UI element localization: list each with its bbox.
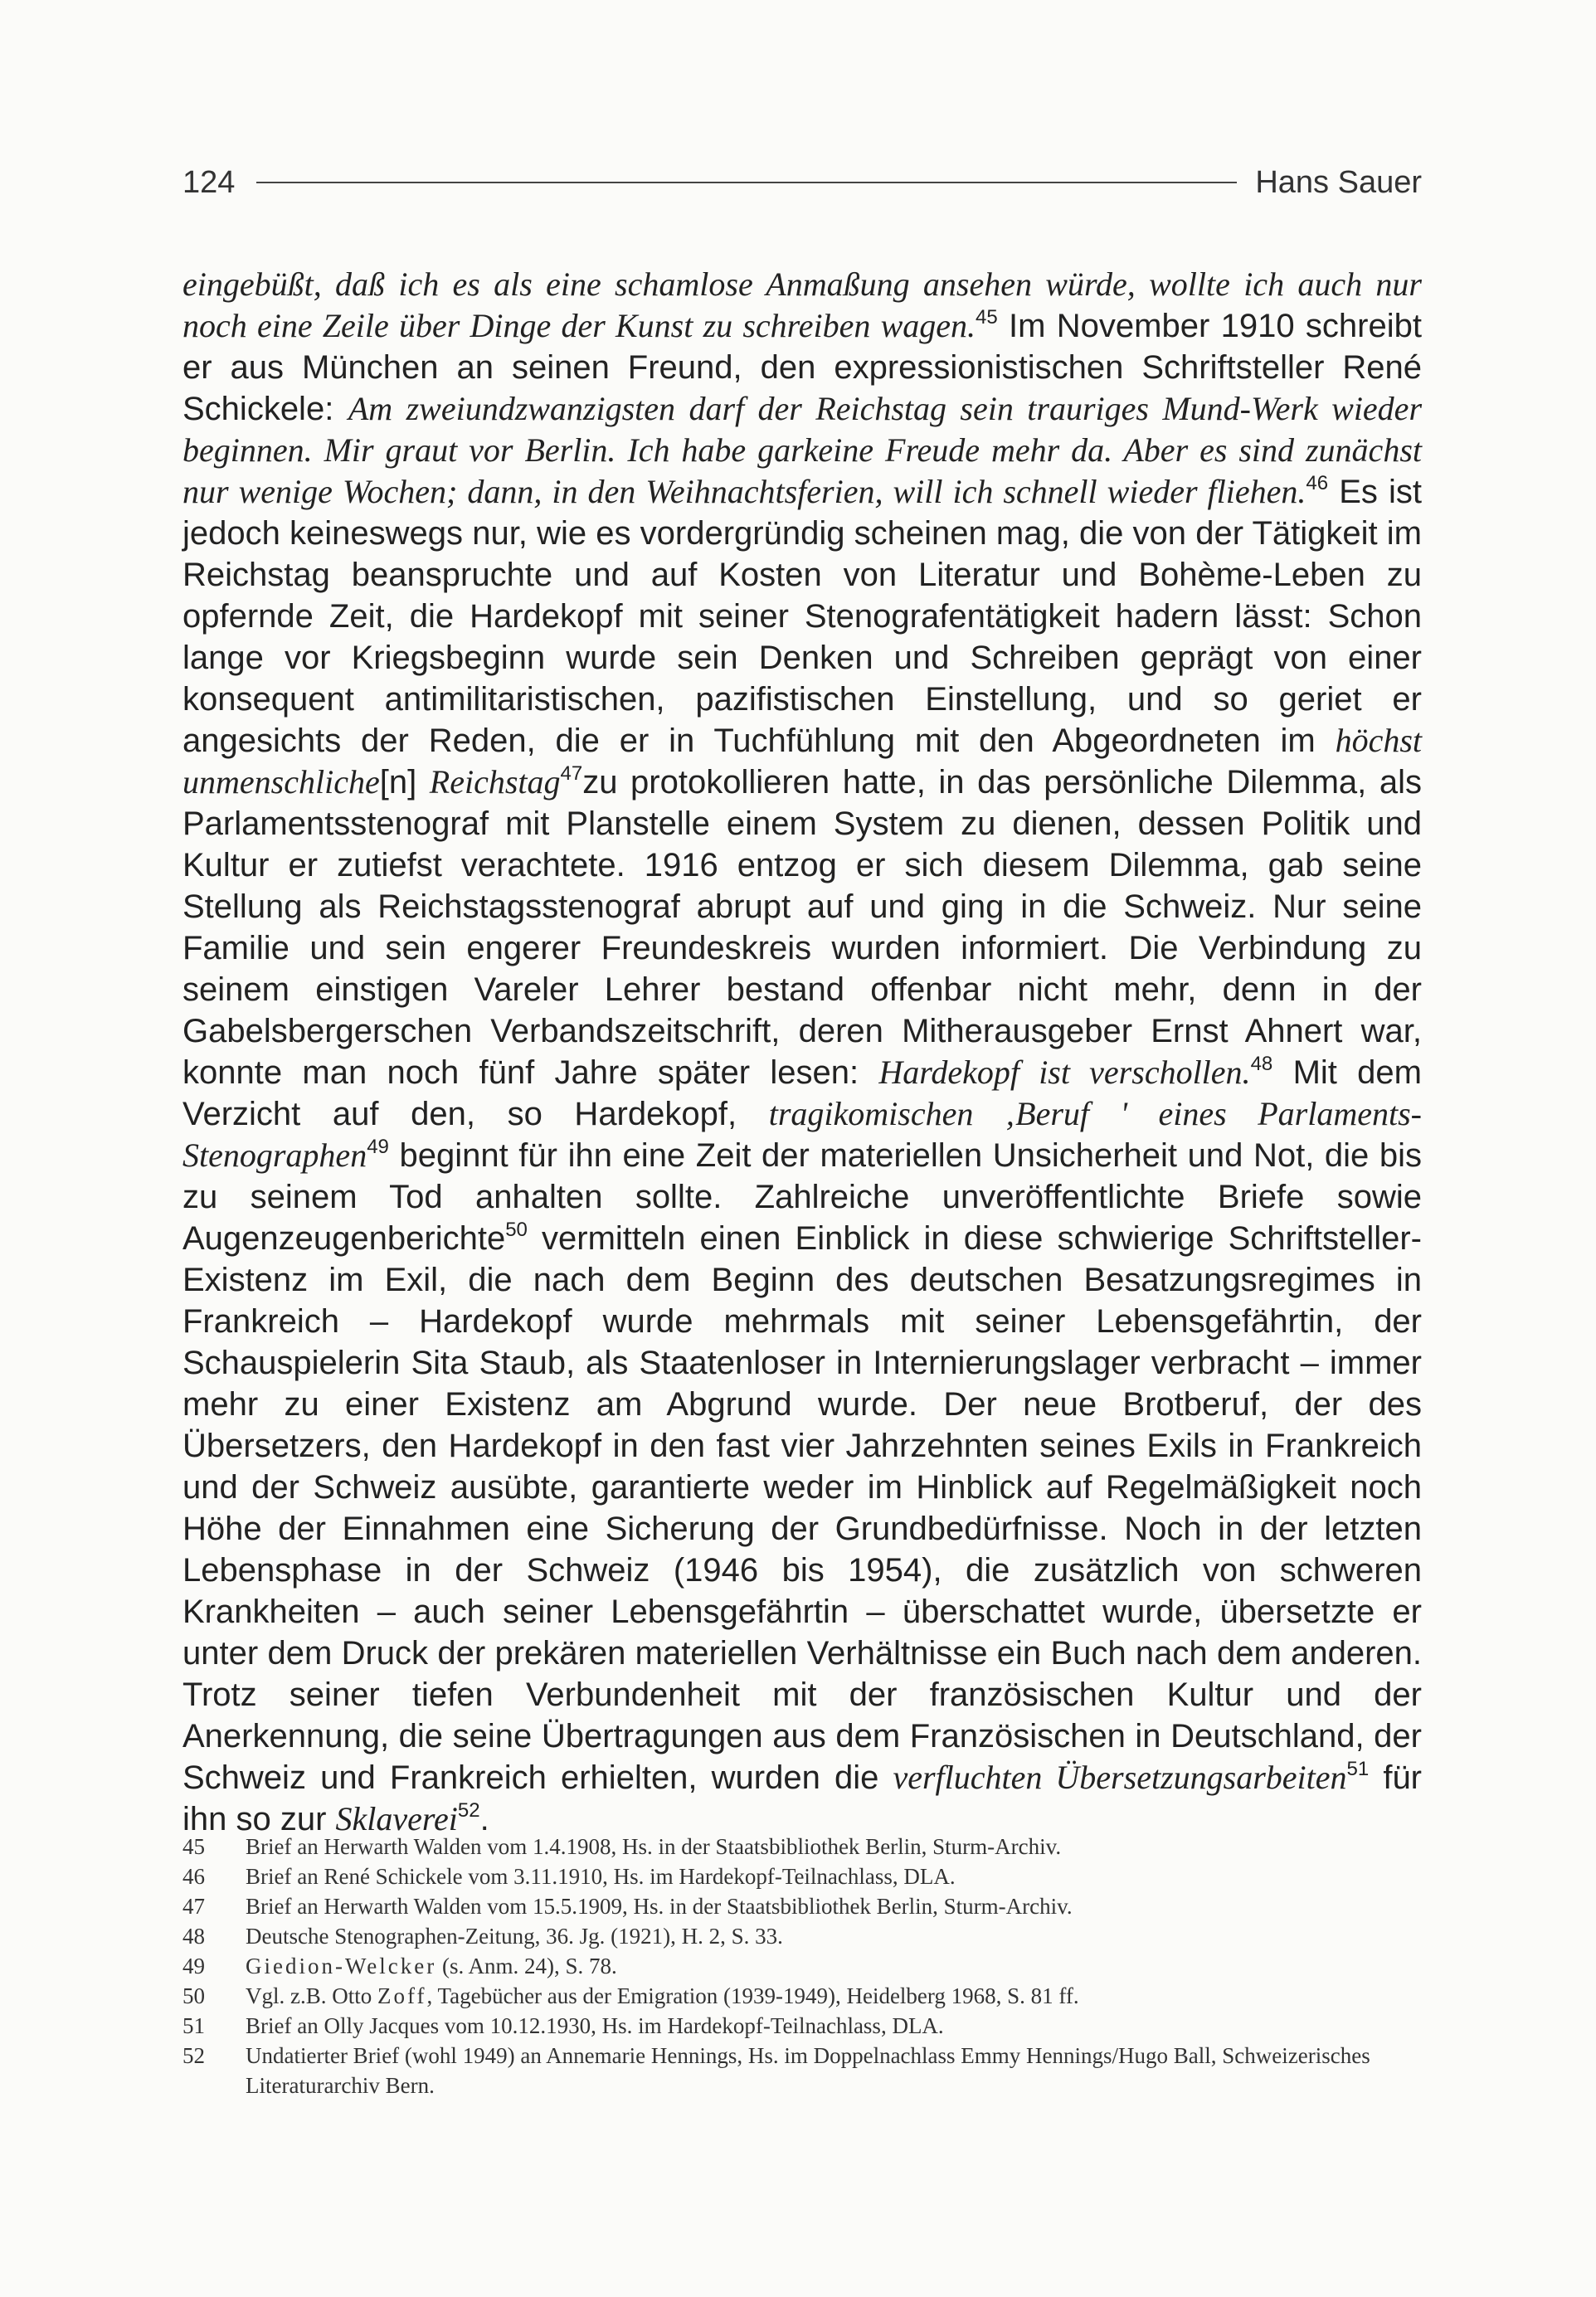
- footnote-text: [246, 1832, 1422, 1861]
- footnote-marker: 50: [505, 1219, 528, 1241]
- page-number: 124: [182, 164, 236, 200]
- author-name: Giedion-Welcker: [246, 1954, 437, 1978]
- footnote-marker: 52: [457, 1799, 480, 1822]
- text-run: Mit dem Verzicht auf den, so Hardekopf,: [182, 1054, 1422, 1132]
- quoted-text: eingebüßt, daß ich es als eine schamlose Anmaßung ansehen würde, wollte ich auch nur noch eine Zeile über Dinge der Kunst zu schreiben wagen.: [182, 265, 1422, 344]
- text-run: für ihn so zur: [182, 1759, 1423, 1837]
- quoted-text: Reichstag: [429, 763, 561, 801]
- footnote-text: [246, 1921, 1422, 1951]
- footnote-marker: 48: [1250, 1053, 1273, 1075]
- footnote-marker: 51: [1346, 1758, 1370, 1780]
- footnote-text-run: Brief an René Schickele vom 3.11.1910, Hs. im Hardekopf-Teilnachlass, DLA.: [246, 1864, 956, 1889]
- footnote-number: 51: [182, 2013, 205, 2038]
- text-run: vermitteln einen Einblick in diese schwierige Schriftsteller-Existenz im Exil, die nach dem Beginn des deutschen Besatzungsregimes in Frankreich – Hardekopf wurde mehrmals mit seiner Lebensgefährtin, der Schauspielerin Sita Staub, als Staatenloser in Internierungslager verbracht – immer mehr zu einer Existenz am Abgrund wurde. Der neue Brotberuf, der des Übersetzers, den Hardekopf in den fast vier Jahrzehnten seines Exils in Frankreich und der Schweiz ausübte, garantierte weder im Hinblick auf Regelmäßigkeit noch Höhe der Einnahmen eine Sicherung der Grundbedürfnisse. Noch in der letzten Lebensphase in der Schweiz (1946 bis 1954), die zusätzlich von schweren Krankheiten – auch seiner Lebensgefährtin – überschattet wurde, übersetzte er unter dem Druck der prekären materiellen Verhältnisse ein Buch nach dem anderen. Trotz seiner tiefen Verbundenheit mit der französischen Kultur und der Anerkennung, die seine Übertragungen aus dem Französischen in Deutschland, der Schweiz und Frankreich erhielten, wurden die: [182, 1220, 1422, 1796]
- footnote-item: [182, 1981, 1422, 2011]
- footnote-number: 52: [182, 2043, 205, 2068]
- footnote-text-run: Brief an Olly Jacques vom 10.12.1930, Hs. im Hardekopf-Teilnachlass, DLA.: [246, 2013, 944, 2038]
- body-paragraph: [182, 264, 1422, 1840]
- footnote-text-run: (s. Anm. 24), S. 78.: [436, 1954, 617, 1978]
- footnote-text-run: , Tagebücher aus der Emigration (1939-1949), Heidelberg 1968, S. 81 ff.: [426, 1983, 1079, 2008]
- footnote-number: 50: [182, 1983, 205, 2008]
- running-header: [182, 158, 1422, 207]
- footnote-text: [246, 2011, 1422, 2041]
- footnote-text: [246, 1981, 1422, 2011]
- footnote-text: [246, 1861, 1422, 1891]
- footnote-number: 46: [182, 1864, 205, 1889]
- text-run: Es ist jedoch keineswegs nur, wie es vordergründig scheinen mag, die von der Tätigkeit im Reichstag beanspruchte und auf Kosten von Literatur und Bohème-Leben zu opfernde Zeit, die Hardekopf mit seiner Stenografentätigkeit hadern lässt: Schon lange vor Kriegsbeginn wurde sein Denken und Schreiben geprägt von einer konsequent antimilitaristischen, pazifistischen Einstellung, und so geriet er angesichts der Reden, die er in Tuchfühlung mit den Abgeordneten im: [182, 474, 1423, 759]
- author-name: Zoff: [377, 1983, 427, 2008]
- footnote-text-run: Vgl. z.B. Otto: [246, 1983, 377, 2008]
- text-run: [n]: [379, 764, 430, 801]
- footnote-item: [182, 2041, 1422, 2100]
- footnotes: [182, 1832, 1422, 2100]
- footnote-item: [182, 1951, 1422, 1981]
- quoted-text: Hardekopf ist verschollen.: [878, 1054, 1251, 1091]
- footnote-text-run: Brief an Herwarth Walden vom 15.5.1909, Hs. in der Staatsbibliothek Berlin, Sturm-Archiv.: [246, 1894, 1073, 1919]
- footnote-item: [182, 1891, 1422, 1921]
- footnote-marker: 46: [1306, 472, 1329, 494]
- footnote-marker: 49: [367, 1136, 389, 1158]
- footnote-text-run: Brief an Herwarth Walden vom 1.4.1908, Hs. in der Staatsbibliothek Berlin, Sturm-Archiv.: [246, 1834, 1062, 1859]
- footnote-item: [182, 1861, 1422, 1891]
- footnote-item: [182, 1921, 1422, 1951]
- text-run: Im November 1910 schreibt er aus München an seinen Freund, den expressionistischen Schriftsteller René Schickele:: [182, 308, 1422, 427]
- footnote-number: 45: [182, 1834, 205, 1859]
- footnote-item: [182, 1832, 1422, 1861]
- footnote-marker: 47: [560, 762, 583, 785]
- quoted-text: Am zweiundzwanzigsten darf der Reichstag sein trauriges Mund-Werk wieder beginnen. Mir graut vor Berlin. Ich habe garkeine Freude mehr da. Aber es sind zunächst nur wenige Wochen; dann, in den Weihnachtsferien, will ich schnell wieder fliehen.: [182, 390, 1423, 510]
- footnote-text: [246, 1951, 1422, 1981]
- text-run: .: [479, 1801, 489, 1837]
- quoted-text: tragikomischen ‚Beruf ' eines Parlaments-Stenographen: [182, 1095, 1422, 1174]
- quoted-text: verfluchten Übersetzungsarbeiten: [893, 1759, 1347, 1796]
- footnote-text-run: Deutsche Stenographen-Zeitung, 36. Jg. (1921), H. 2, S. 33.: [246, 1924, 783, 1949]
- footnote-item: [182, 2011, 1422, 2041]
- quoted-text: Sklaverei: [335, 1800, 458, 1837]
- quoted-text: höchst unmenschliche: [182, 722, 1422, 801]
- text-run: zu protokollieren hatte, in das persönliche Dilemma, als Parlamentsstenograf mit Planstelle einem System zu dienen, dessen Politik und Kultur er zutiefst verachtete. 1916 entzog er sich diesem Dilemma, gab seine Stellung als Reichstagsstenograf abrupt auf und ging in die Schweiz. Nur seine Familie und sein engerer Freundeskreis wurden informiert. Die Verbindung zu seinem einstigen Vareler Lehrer bestand offenbar nicht mehr, denn in der Gabelsbergerschen Verbandszeitschrift, deren Mitherausgeber Ernst Ahnert war, konnte man noch fünf Jahre später lesen:: [182, 764, 1422, 1091]
- footnote-marker: 45: [976, 306, 998, 328]
- running-head-author: Hans Sauer: [1255, 164, 1422, 200]
- footnote-text: [246, 2041, 1422, 2100]
- footnote-text-run: Undatierter Brief (wohl 1949) an Annemarie Hennings, Hs. im Doppelnachlass Emmy Hennings/Hugo Ball, Schweizerisches Literaturarchiv Bern.: [246, 2043, 1370, 2098]
- footnote-text: [246, 1891, 1422, 1921]
- footnote-number: 49: [182, 1954, 205, 1978]
- footnote-number: 47: [182, 1894, 205, 1919]
- header-rule: [256, 182, 1237, 183]
- footnote-number: 48: [182, 1924, 205, 1949]
- text-run: beginnt für ihn eine Zeit der materiellen Unsicherheit und Not, die bis zu seinem Tod anhalten sollte. Zahlreiche unveröffentlichte Briefe sowie Augenzeugenberichte: [182, 1137, 1422, 1257]
